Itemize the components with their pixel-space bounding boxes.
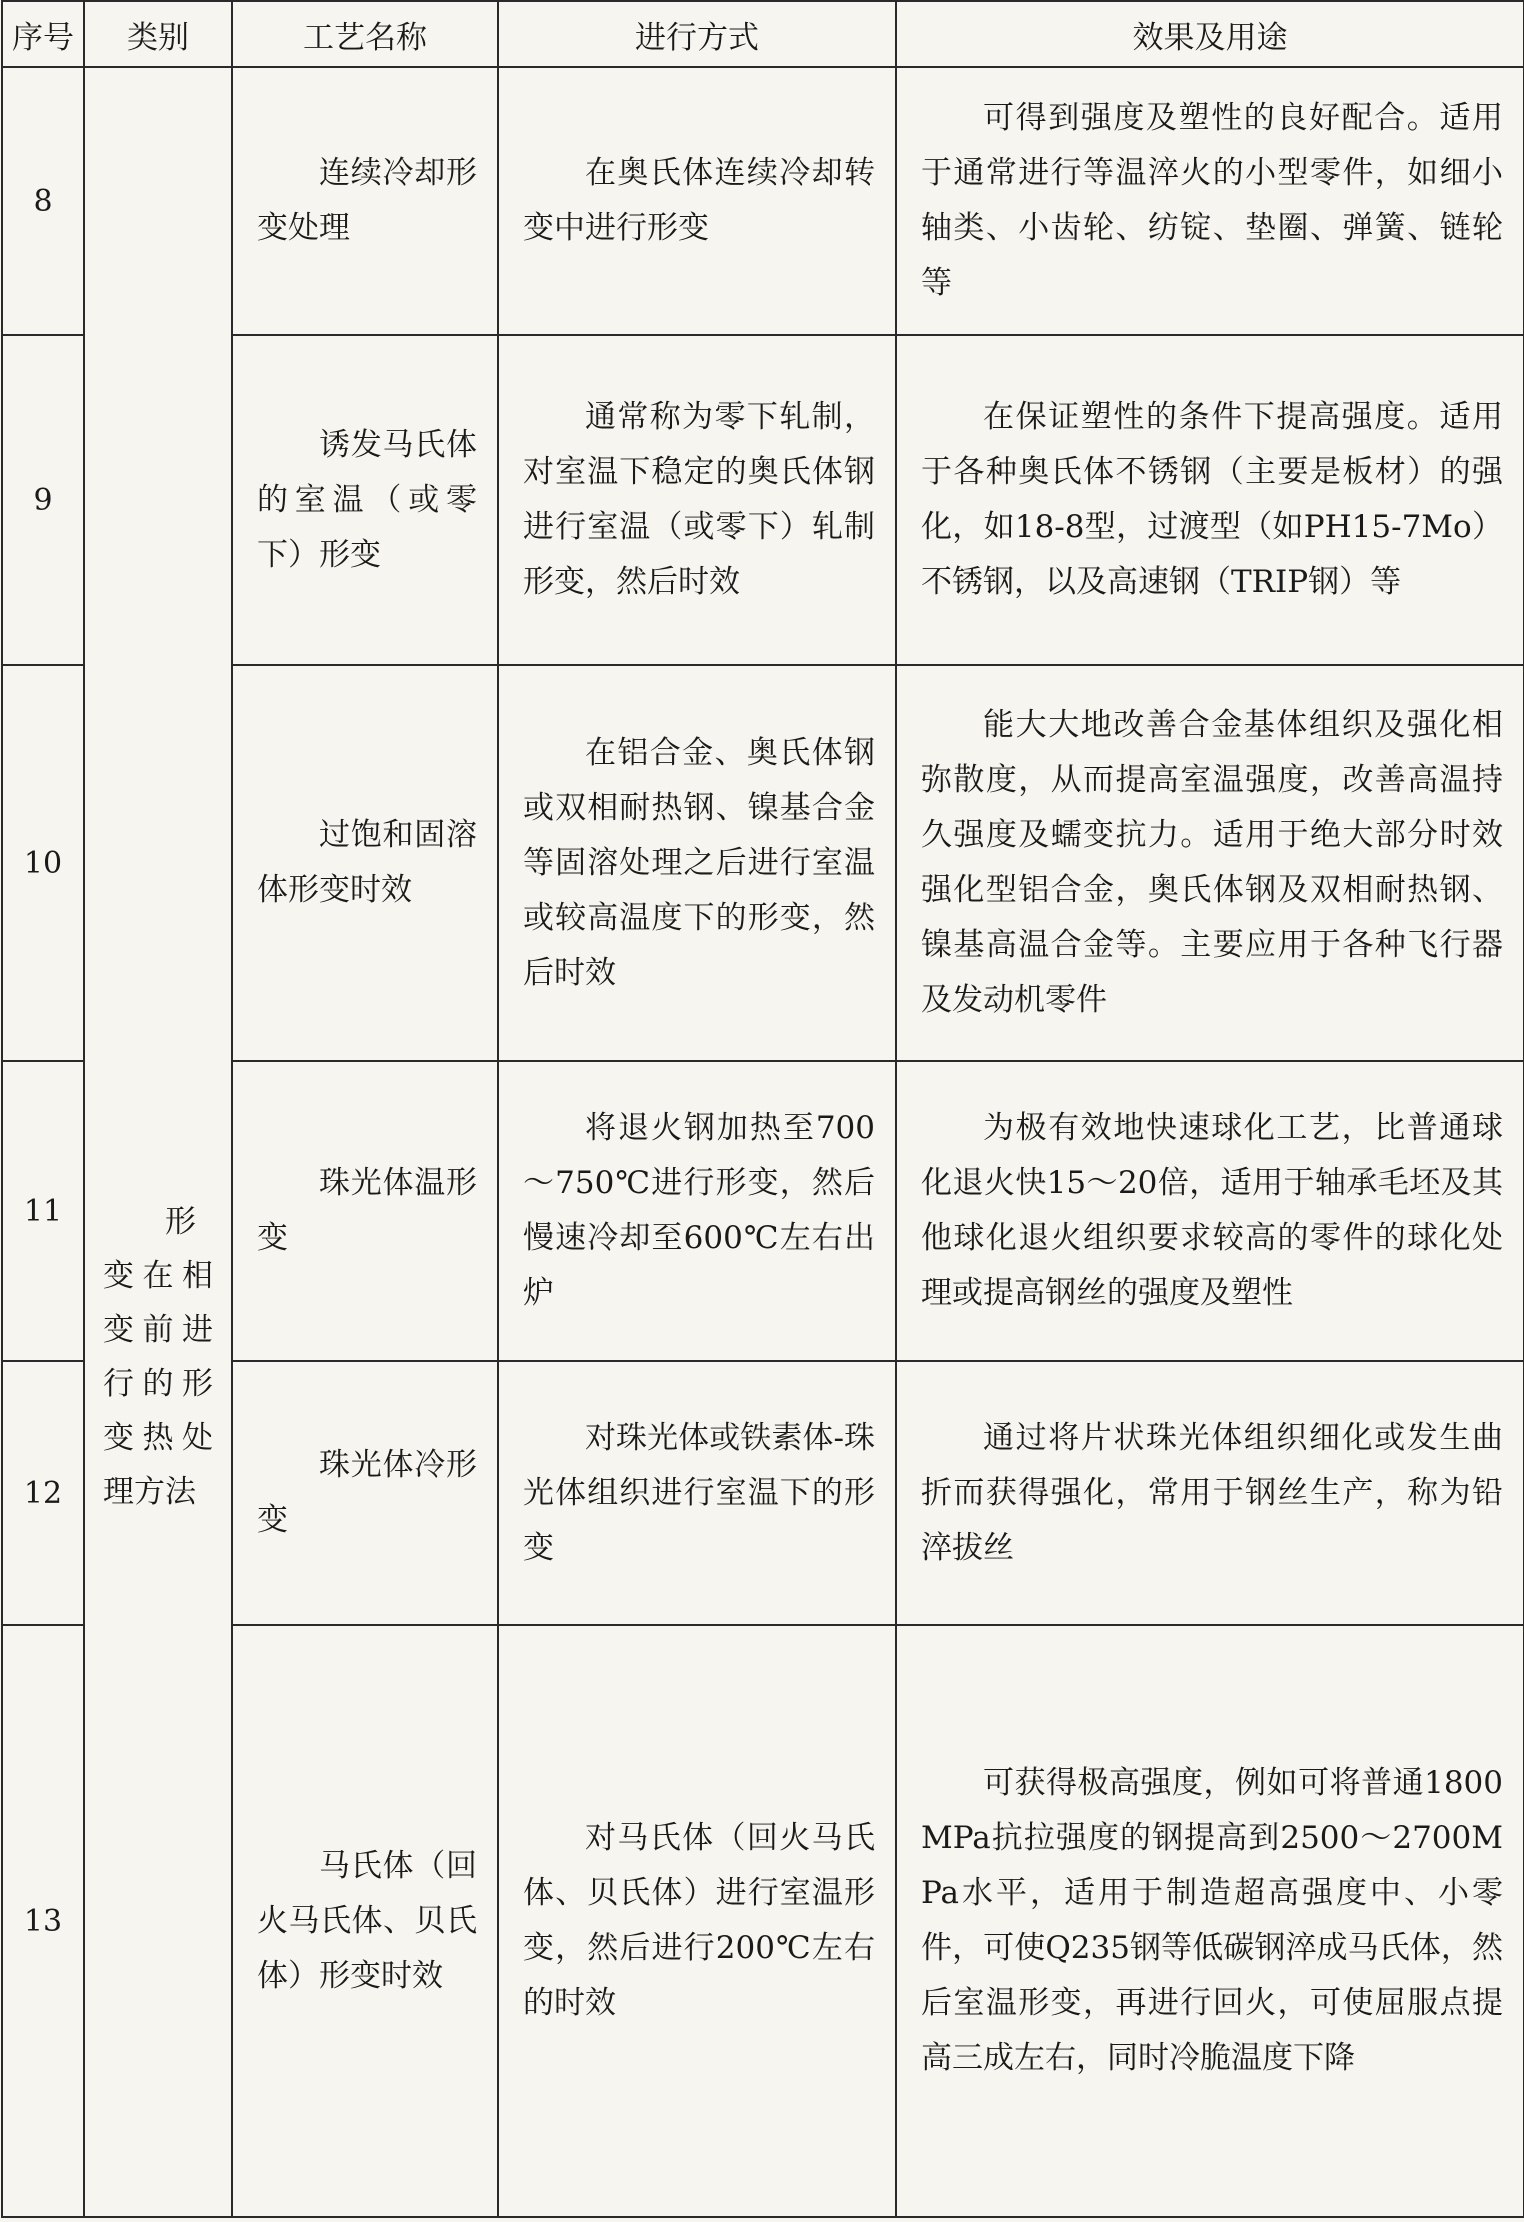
process-name-cell xyxy=(232,1361,498,1625)
process-name: 连续冷却形变处理 xyxy=(257,155,477,246)
method-cell xyxy=(498,665,896,1061)
process-name-cell xyxy=(232,665,498,1061)
effect-cell xyxy=(896,67,1524,335)
process-name: 马氏体（回火马氏体、贝氏体）形变时效 xyxy=(257,1847,477,1994)
row-index: 11 xyxy=(2,1061,84,1361)
method-cell xyxy=(498,67,896,335)
header-row xyxy=(2,1,1524,67)
effect-text: 可获得极高强度，例如可将普通1800MPa抗拉强度的钢提高到2500～2700MPa水平，适用于制造超高强度中、小零件，可使Q235钢等低碳钢淬成马氏体，然后室温形变，再进行回火，可使屈服点提高三成左右，同时冷脆温度下降 xyxy=(921,1765,1503,2076)
row-index: 8 xyxy=(2,67,84,335)
category-text: 形变在相变前进行的形变热处理方法 xyxy=(103,1204,213,1510)
effect-cell xyxy=(896,1625,1524,2217)
row-index: 13 xyxy=(2,1625,84,2217)
process-name: 过饱和固溶体形变时效 xyxy=(257,817,477,908)
category-cell xyxy=(84,67,232,2217)
method-text: 对珠光体或铁素体-珠光体组织进行室温下的形变 xyxy=(523,1419,875,1566)
process-name: 珠光体冷形变 xyxy=(257,1447,477,1538)
method-text: 对马氏体（回火马氏体、贝氏体）进行室温形变，然后进行200℃左右的时效 xyxy=(523,1820,875,2021)
header-process-name: 工艺名称 xyxy=(232,1,498,67)
row-index: 10 xyxy=(2,665,84,1061)
process-name-cell xyxy=(232,1625,498,2217)
header-method: 进行方式 xyxy=(498,1,896,67)
header-index: 序号 xyxy=(2,1,84,67)
process-table xyxy=(1,0,1524,2218)
method-cell xyxy=(498,1061,896,1361)
effect-text: 可得到强度及塑性的良好配合。适用于通常进行等温淬火的小型零件，如细小轴类、小齿轮、纺锭、垫圈、弹簧、链轮等 xyxy=(921,100,1503,301)
table-row xyxy=(2,67,1524,335)
row-index: 9 xyxy=(2,335,84,665)
effect-text: 在保证塑性的条件下提高强度。适用于各种奥氏体不锈钢（主要是板材）的强化，如18-8型，过渡型（如PH15-7Mo）不锈钢，以及高速钢（TRIP钢）等 xyxy=(921,399,1503,600)
method-cell xyxy=(498,1625,896,2217)
effect-cell xyxy=(896,665,1524,1061)
process-name-cell xyxy=(232,335,498,665)
method-text: 通常称为零下轧制，对室温下稳定的奥氏体钢进行室温（或零下）轧制形变，然后时效 xyxy=(523,399,875,600)
method-text: 将退火钢加热至700～750℃进行形变，然后慢速冷却至600℃左右出炉 xyxy=(523,1110,875,1311)
effect-text: 能大大地改善合金基体组织及强化相弥散度，从而提高室温强度，改善高温持久强度及蠕变抗力。适用于绝大部分时效强化型铝合金，奥氏体钢及双相耐热钢、镍基高温合金等。主要应用于各种飞行器及发动机零件 xyxy=(921,707,1503,1018)
effect-cell xyxy=(896,335,1524,665)
row-index: 12 xyxy=(2,1361,84,1625)
process-name-cell xyxy=(232,67,498,335)
method-cell xyxy=(498,1361,896,1625)
header-category: 类别 xyxy=(84,1,232,67)
process-name-cell xyxy=(232,1061,498,1361)
method-text: 在奥氏体连续冷却转变中进行形变 xyxy=(523,155,875,246)
method-cell xyxy=(498,335,896,665)
header-effect-usage: 效果及用途 xyxy=(896,1,1524,67)
effect-cell xyxy=(896,1361,1524,1625)
effect-cell xyxy=(896,1061,1524,1361)
process-name: 珠光体温形变 xyxy=(257,1165,477,1256)
effect-text: 通过将片状珠光体组织细化或发生曲折而获得强化，常用于钢丝生产，称为铅淬拔丝 xyxy=(921,1419,1503,1566)
process-name: 诱发马氏体的室温（或零下）形变 xyxy=(257,426,477,573)
method-text: 在铝合金、奥氏体钢或双相耐热钢、镍基合金等固溶处理之后进行室温或较高温度下的形变，然后时效 xyxy=(523,734,875,991)
effect-text: 为极有效地快速球化工艺，比普通球化退火快15～20倍，适用于轴承毛坯及其他球化退火组织要求较高的零件的球化处理或提高钢丝的强度及塑性 xyxy=(921,1110,1503,1311)
